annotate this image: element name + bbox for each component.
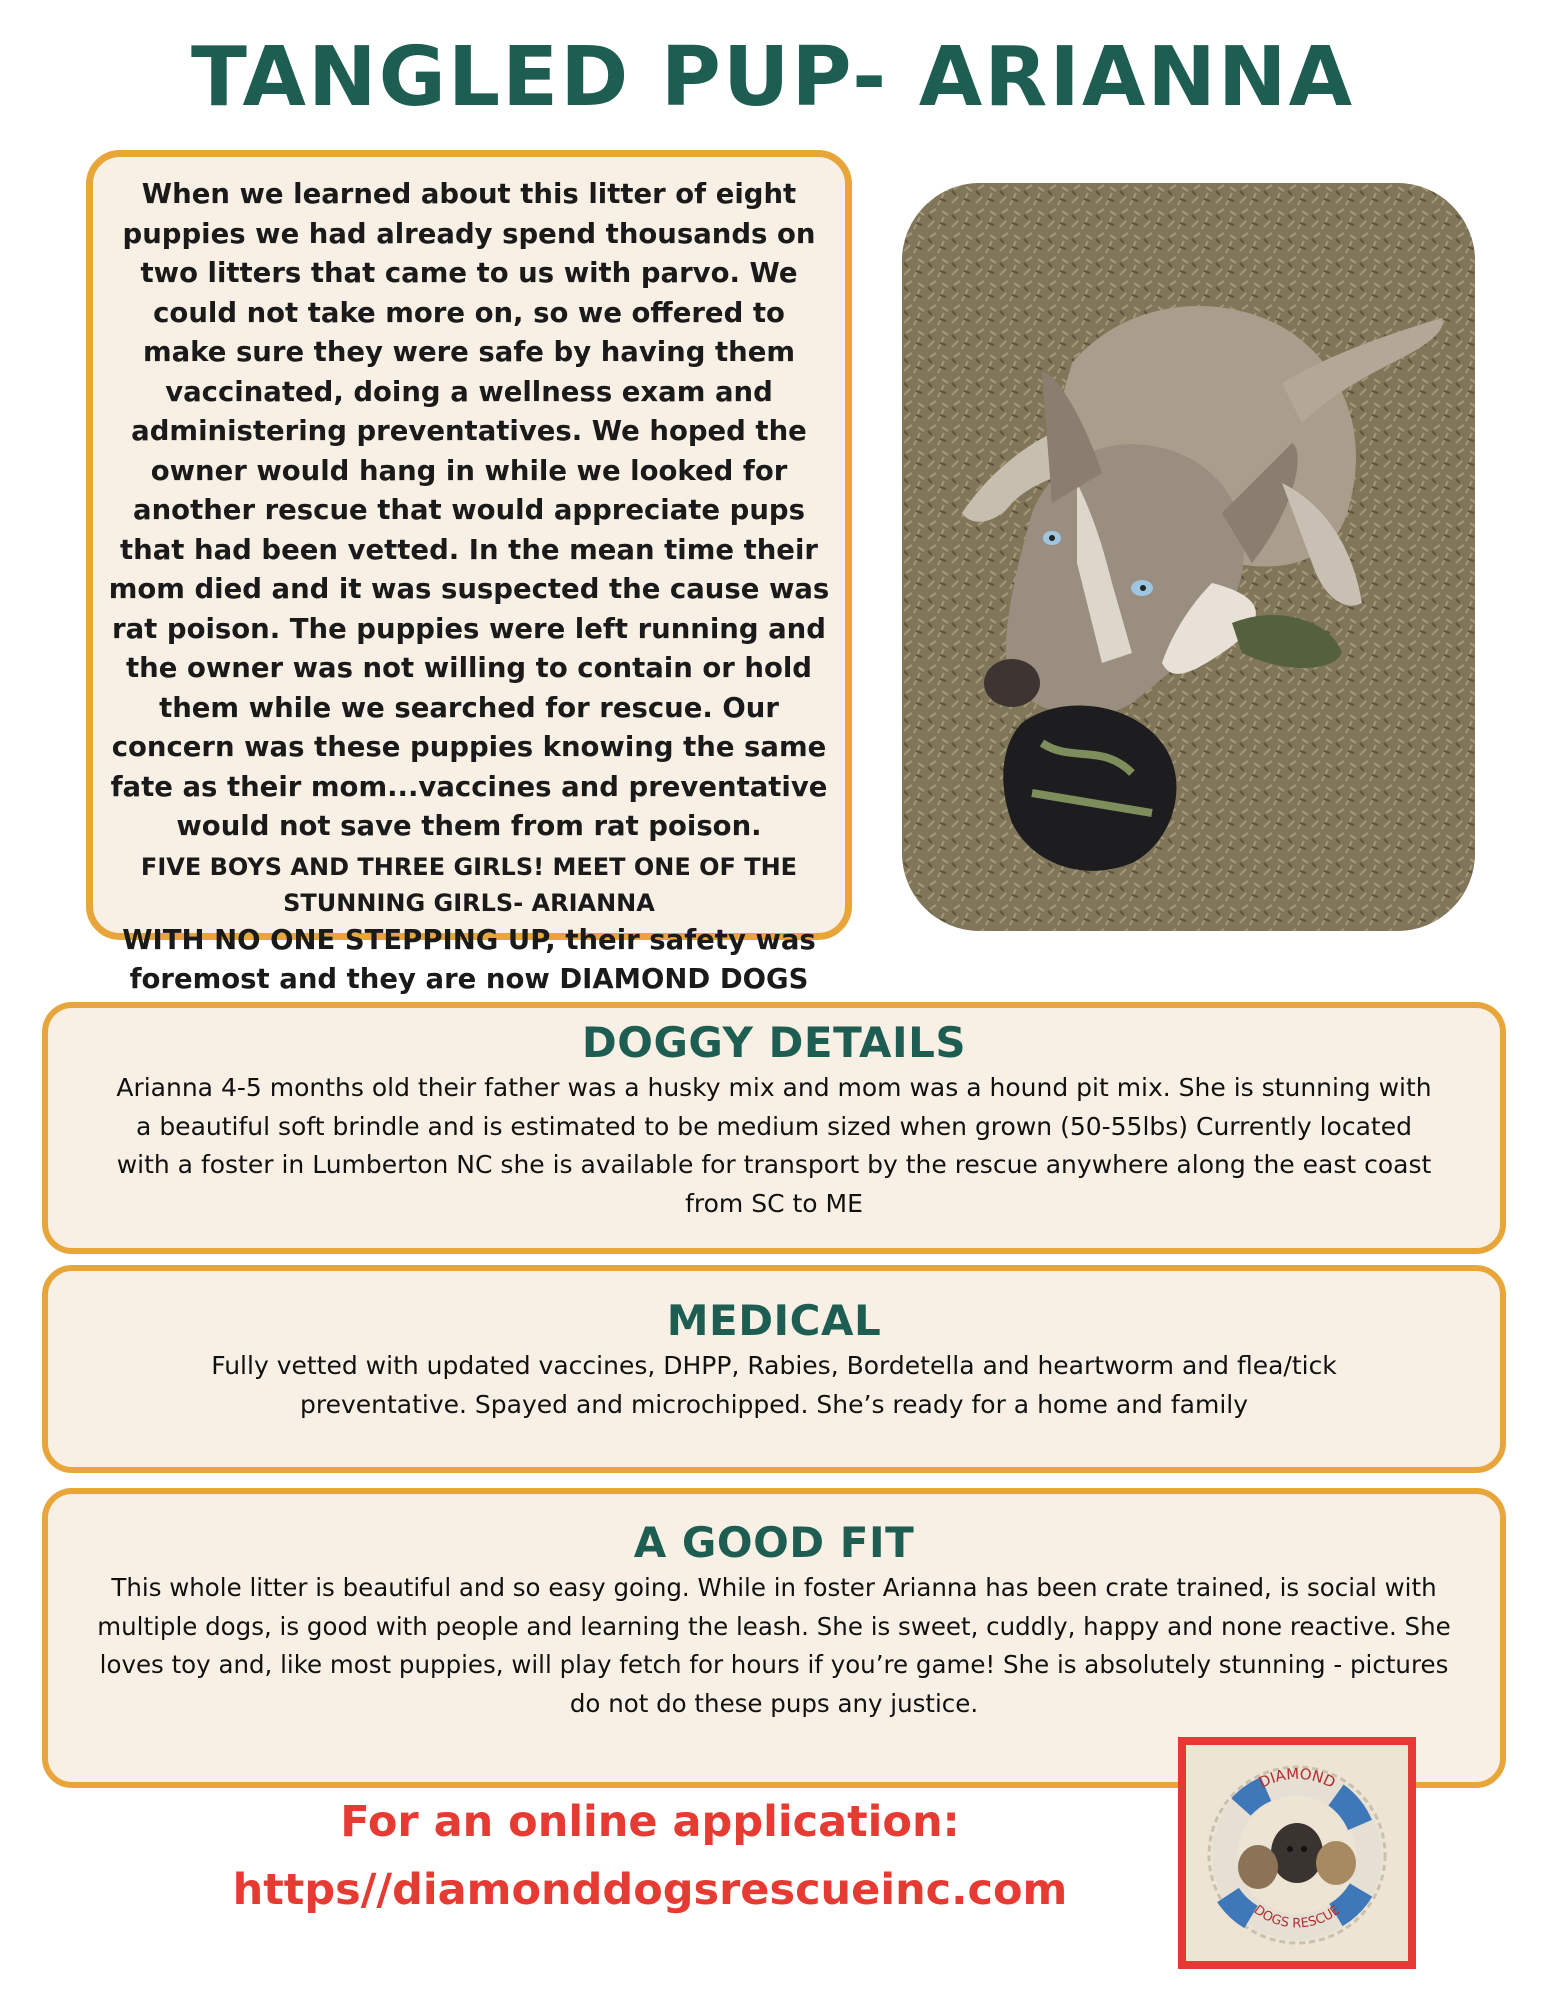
litter-announcement: FIVE BOYS AND THREE GIRLS! MEET ONE OF THE STUNNING GIRLS- ARIANNA xyxy=(140,852,798,917)
doggy-details-heading: DOGGY DETAILS xyxy=(581,1018,967,1067)
story-closing: WITH NO ONE STEPPING UP, their safety was foremost and they are now DIAMOND DOGS xyxy=(122,923,816,995)
diamond-dogs-rescue-logo xyxy=(1178,1737,1416,1969)
medical-text: Fully vetted with updated vaccines, DHPP, Rabies, Bordetella and heartworm and flea/tick preventative. Spayed and microchipped. She’s ready for a home and family xyxy=(211,1351,1337,1419)
dog-illustration xyxy=(902,183,1475,931)
story-box xyxy=(86,150,852,995)
application-prompt: For an online application: xyxy=(340,1797,960,1847)
dog-photo xyxy=(902,183,1475,931)
page-title: TANGLED PUP- ARIANNA xyxy=(190,30,1355,125)
good-fit-text: This whole litter is beautiful and so easy going. While in foster Arianna has been crate trained, is social with multiple dogs, is good with people and learning the leash. She is sweet, cuddly, happy and none reactive. She loves toy and, like most puppies, will play fetch for hours if you’re game! She is absolutely stunning - pictures do not do these pups any justice. xyxy=(97,1573,1451,1718)
application-link[interactable]: https//diamonddogsrescueinc.com xyxy=(232,1865,1068,1915)
good-fit-heading: A GOOD FIT xyxy=(633,1518,915,1567)
logo-bottom-text: DOGS RESCUE xyxy=(1250,1902,1344,1932)
story-paragraph: When we learned about this litter of eight puppies we had already spend thousands on two litters that came to us with parvo. We could not take more on, so we offered to make sure they were safe by having them vaccinated, doing a wellness exam and administering preventatives. We hoped the owner would hang in while we looked for another rescue that would appreciate pups that had been vetted. In the mean time their mom died and it was suspected the cause was rat poison. The puppies were left running and the owner was not willing to contain or hold them while we searched for rescue. Our concern was these puppies knowing the same fate as their mom...vaccines and preventative would not save them from rat poison. xyxy=(108,178,830,842)
logo-top-text: DIAMOND xyxy=(1255,1764,1339,1792)
doggy-details-text: Arianna 4-5 months old their father was a husky mix and mom was a hound pit mix. She is stunning with a beautiful soft brindle and is estimated to be medium sized when grown (50-55lbs) Currently located with a foster in Lumberton NC she is available for transport by the rescue anywhere along the east coast from SC to ME xyxy=(116,1073,1432,1218)
doggy-details-section xyxy=(42,1002,1506,1254)
medical-section xyxy=(42,1265,1506,1473)
medical-heading: MEDICAL xyxy=(666,1296,882,1345)
lifebuoy-icon xyxy=(1186,1745,1408,1961)
